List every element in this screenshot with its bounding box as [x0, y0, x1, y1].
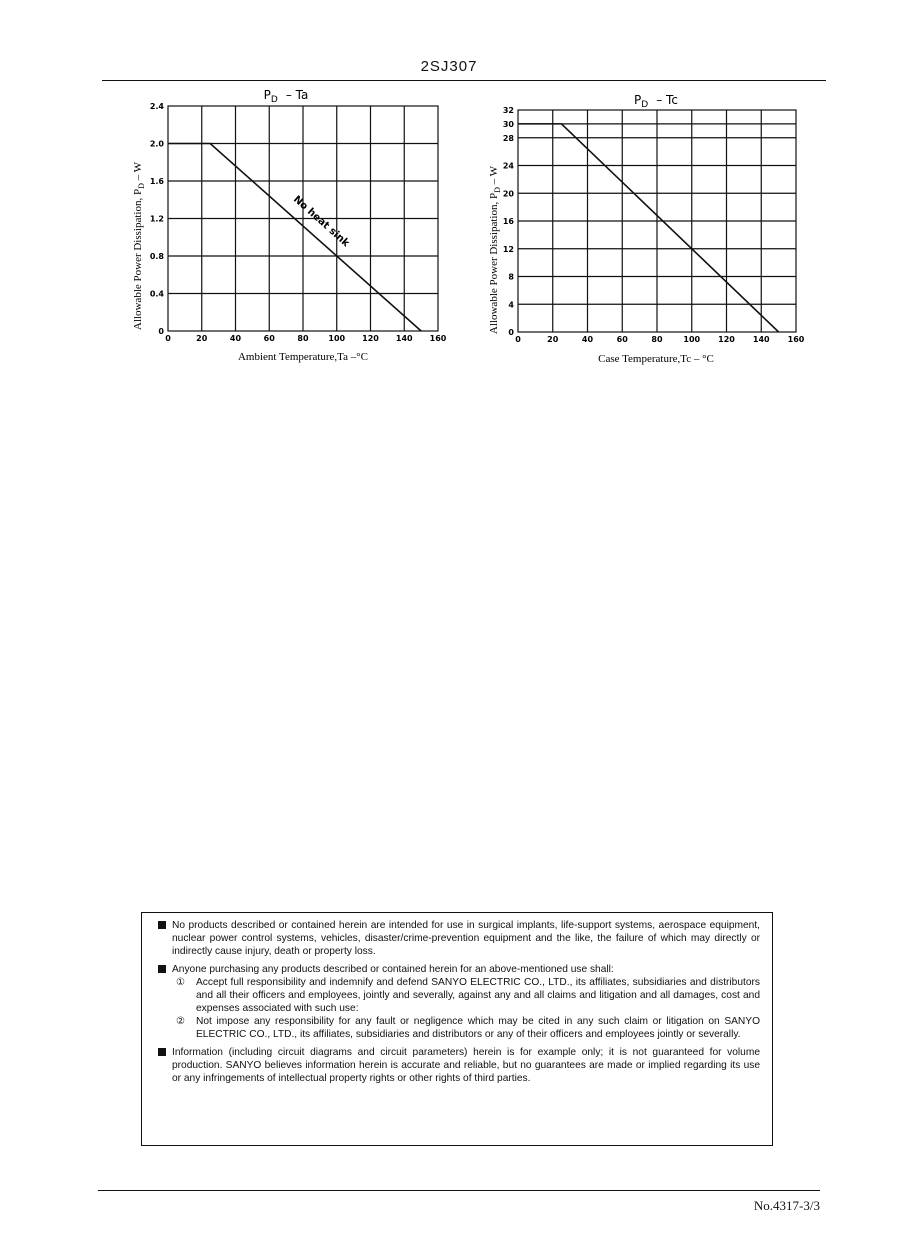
- y-tick-label: 1.2: [149, 214, 164, 224]
- x-axis-label: Case Temperature,Tc – °C: [598, 353, 714, 365]
- y-tick-label: 0.4: [149, 289, 164, 299]
- chart-title: $P_D$ – Ta: [263, 88, 309, 105]
- x-tick-label: 80: [651, 335, 663, 344]
- x-tick-label: 100: [683, 335, 701, 344]
- notice-paragraph-3: Information (including circuit diagrams and circuit parameters) herein is for example only; it is not guaranteed for volume production. SANYO believes information herein is accurate and reliable, but no guarantees are made or implied regarding its use or any infringements of intellectual property rights or other rights of third parties.: [158, 1046, 760, 1085]
- plot-area: [150, 102, 447, 343]
- x-tick-label: 20: [547, 335, 559, 344]
- square-bullet-icon: [158, 965, 166, 973]
- y-tick-label: 8: [508, 272, 514, 282]
- y-axis-label: Allowable Power Dissipation, $P_D$ – W: [132, 161, 146, 331]
- notice-item-2: ② Not impose any responsibility for any fault or negligence which may be cited in any such claim or litigation on SANYO ELECTRIC CO., LTD., its affiliates, subsidiaries and distributors or any of their officers and employees jointly or severally.: [176, 1016, 760, 1040]
- x-tick-label: 140: [752, 335, 770, 344]
- x-tick-label: 0: [515, 335, 521, 344]
- x-tick-label: 140: [395, 334, 413, 343]
- y-tick-label: 0: [508, 328, 514, 337]
- y-tick-label: 2.0: [149, 139, 164, 149]
- notice-box: [141, 912, 773, 1146]
- part-number: 2SJ307: [420, 58, 478, 75]
- document-number: No.4317-3/3: [753, 1198, 820, 1213]
- plot-area: [503, 106, 805, 344]
- chart-title: $P_D$ – Tc: [634, 93, 678, 110]
- series-line: [168, 144, 421, 332]
- circled-two-marker: ②: [176, 1016, 186, 1027]
- x-tick-label: 80: [297, 334, 309, 343]
- x-tick-label: 120: [718, 335, 735, 344]
- y-tick-label: 12: [502, 244, 514, 254]
- annotation-no-heat-sink: No heat sink: [290, 194, 352, 250]
- y-tick-label: 0.8: [149, 252, 164, 261]
- footer-rule: [98, 1190, 820, 1191]
- x-tick-label: 160: [429, 334, 447, 343]
- y-tick-label: 20: [502, 189, 514, 199]
- y-tick-label: 24: [502, 161, 514, 171]
- x-tick-label: 120: [362, 334, 379, 343]
- square-bullet-icon: [158, 1048, 166, 1056]
- x-tick-label: 40: [581, 335, 594, 344]
- y-tick-label: 0: [158, 327, 164, 336]
- square-bullet-icon: [158, 921, 166, 929]
- x-tick-label: 100: [328, 334, 346, 343]
- chart-pd-ta: [120, 86, 465, 376]
- y-tick-label: 30: [502, 119, 514, 129]
- x-tick-label: 20: [196, 334, 208, 343]
- circled-one-marker: ①: [176, 977, 186, 988]
- x-tick-label: 40: [229, 334, 242, 343]
- series-line: [518, 124, 779, 332]
- x-tick-label: 160: [787, 335, 805, 344]
- y-tick-label: 4: [508, 300, 514, 310]
- y-tick-label: 2.4: [149, 102, 164, 111]
- x-tick-label: 0: [165, 334, 171, 343]
- x-axis-label: Ambient Temperature,Ta –°C: [237, 351, 369, 363]
- x-tick-label: 60: [263, 334, 275, 343]
- notice-paragraph-1: No products described or contained herein are intended for use in surgical implants, life-support systems, aerospace equipment, nuclear power control systems, vehicles, disaster/crime-prevention equipment and the like, the failure of which may directly or indirectly cause injury, death or property loss.: [158, 919, 760, 958]
- y-tick-label: 28: [502, 133, 514, 143]
- notice-item-1: ① Accept full responsibility and indemnify and defend SANYO ELECTRIC CO., LTD., its affiliates, subsidiaries and distributors and all their officers and employees, jointly and severally, against any and all claims and litigation and all damages, cost and expenses associated with such use:: [176, 977, 760, 1014]
- y-axis-label: Allowable Power Dissipation, $P_D$ – W: [488, 165, 502, 335]
- x-tick-label: 60: [616, 335, 628, 344]
- header-rule: [102, 80, 826, 81]
- y-tick-label: 16: [502, 217, 514, 226]
- chart-pd-tc: [480, 88, 825, 378]
- notice-paragraph-2: Anyone purchasing any products described or contained herein for an above-mentioned use shall:: [158, 963, 760, 976]
- y-tick-label: 1.6: [149, 177, 164, 186]
- y-tick-label: 32: [502, 106, 514, 115]
